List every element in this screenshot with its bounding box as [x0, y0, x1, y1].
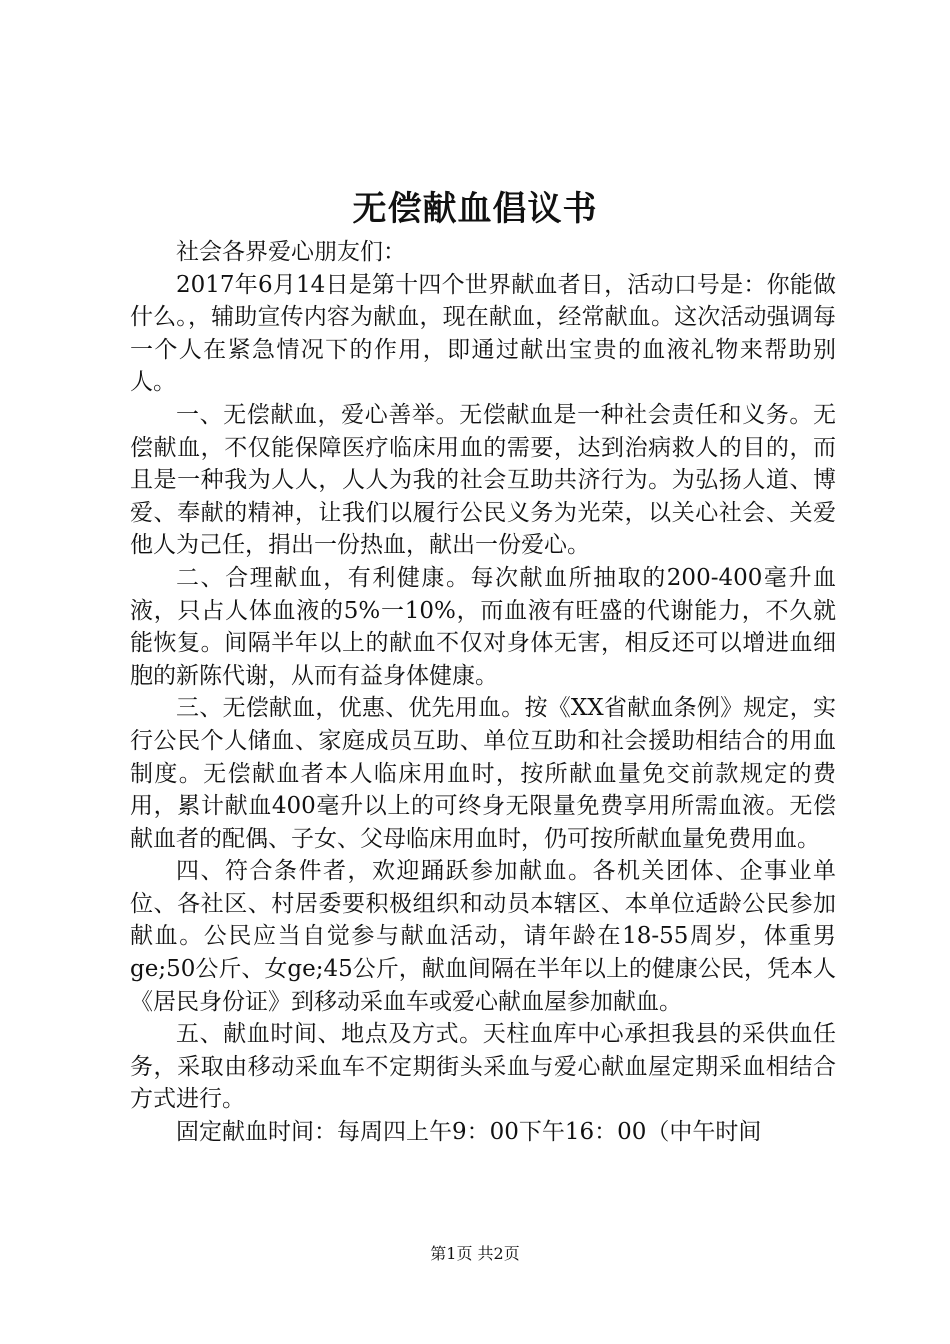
section-one-paragraph: 一、无偿献血，爱心善举。无偿献血是一种社会责任和义务。无偿献血，不仅能保障医疗临床用血的需要，达到治病救人的目的，而且是一种我为人人，人人为我的社会互助共济行为。为弘扬人道、博爱、奉献的精神，让我们以履行公民义务为光荣，以关心社会、关爱他人为己任，捐出一份热血，献出一份爱心。 — [130, 401, 836, 559]
intro-paragraph: 2017年6月14日是第十四个世界献血者日，活动口号是：你能做什么。，辅助宣传内容为献血，现在献血，经常献血。这次活动强调每一个人在紧急情况下的作用，即通过献出宝贵的血液礼物来帮助别人。 — [130, 271, 836, 396]
document-title: 无偿献血倡议书 — [352, 189, 598, 229]
donation-time-paragraph: 固定献血时间：每周四上午9：00下午16：00（中午时间 — [176, 1119, 762, 1146]
page-number-footer: 第1页 共2页 — [430, 1244, 520, 1263]
salutation-paragraph: 社会各界爱心朋友们： — [176, 239, 406, 265]
section-two-paragraph: 二、合理献血，有利健康。每次献血所抽取的200-400毫升血液，只占人体血液的5%一10%，而血液有旺盛的代谢能力，不久就能恢复。间隔半年以上的献血不仅对身体无害，相反还可以增进血细胞的新陈代谢，从而有益身体健康。 — [130, 564, 836, 689]
section-three-paragraph: 三、无偿献血，优惠、优先用血。按《XX省献血条例》规定，实行公民个人储血、家庭成员互助、单位互助和社会援助相结合的用血制度。无偿献血者本人临床用血时，按所献血量免交前款规定的费用，累计献血400毫升以上的可终身无限量免费享用所需血液。无偿献血者的配偶、子女、父母临床用血时，仍可按所献血量免费用血。 — [130, 695, 836, 852]
section-five-paragraph: 五、献血时间、地点及方式。天柱血库中心承担我县的采供血任务，采取由移动采血车不定期街头采血与爱心献血屋定期采血相结合方式进行。 — [130, 1021, 836, 1113]
document-body — [130, 236, 836, 1149]
section-four-paragraph: 四、符合条件者，欢迎踊跃参加献血。各机关团体、企事业单位、各社区、村居委要积极组织和动员本辖区、本单位适龄公民参加献血。公民应当自觉参与献血活动，请年龄在18-55周岁，体重男ge;50公斤、女ge;45公斤，献血间隔在半年以上的健康公民，凭本人《居民身份证》到移动采血车或爱心献血屋参加献血。 — [130, 858, 836, 1015]
